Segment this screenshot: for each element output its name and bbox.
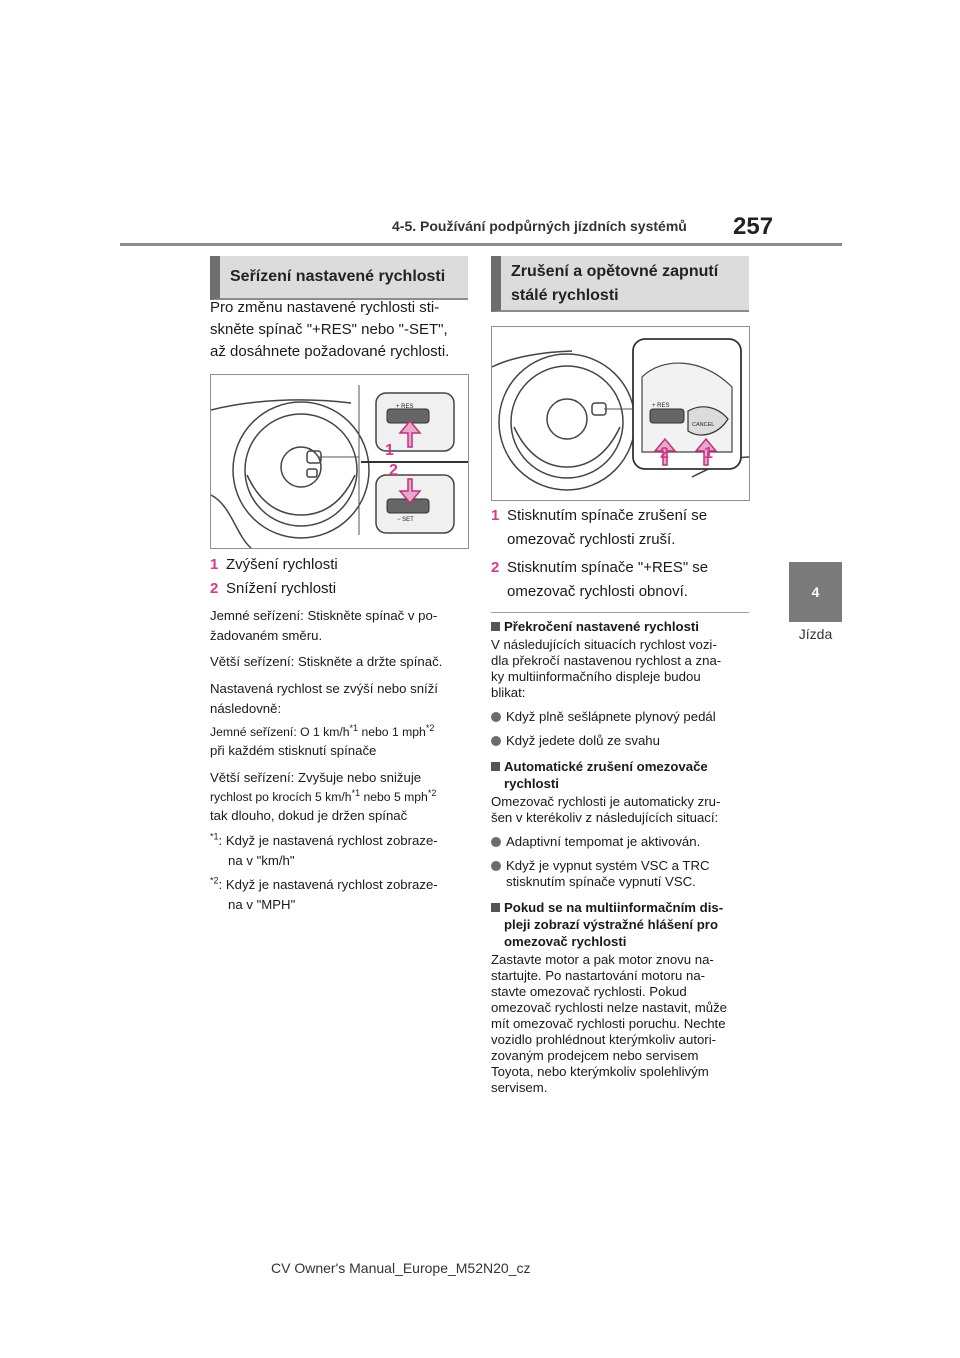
- square-bullet-icon: [491, 762, 500, 771]
- section-title: 4-5. Používání podpůrných jízdních systémů: [392, 218, 687, 234]
- page-number: 257: [733, 213, 774, 240]
- figure-steering-wheel-cancel: [491, 326, 750, 501]
- note-text: Zastavte motor a pak motor znovu na- startujte. Po nastartování motoru na- stavte omezovač rychlosti. Pokud omezovač rychlosti nelze nastavit, může mít omezovač rychlosti poruchu. Nechte vozidlo prohlédnout kterýmkoliv autori- zovaným prodejcem nebo servisem Toyota, nebo kterýmkoliv spolehlivým servisem.: [491, 952, 728, 1095]
- btn-cancel-label: CANCEL: [692, 422, 715, 428]
- note-heading-overspeed: Překročení nastavené rychlosti: [491, 618, 756, 635]
- change-paragraph: Nastavená rychlost se zvýší nebo sníží následovně:: [210, 681, 438, 716]
- header-divider: [120, 243, 842, 246]
- section-heading-cancel-resume: Zrušení a opětovné zapnutí stálé rychlosti: [491, 256, 749, 312]
- coarse-step-paragraph: Větší seřízení: Zvyšuje nebo snižuje rychlost po krocích 5 $km/h^{*1}$ nebo 5 mph$^{*2}$ tak dlouho, dokud je držen spínač: [210, 770, 437, 823]
- coarse-adjust-paragraph: Větší seřízení: Stiskněte a držte spínač.: [210, 654, 443, 669]
- list-item: Když je vypnut systém VSC a TRC stisknutím spínače vypnutí VSC.: [491, 858, 756, 890]
- list-item: 2 Stisknutím spínače "+RES" se omezovač rychlosti obnoví.: [491, 559, 709, 600]
- square-bullet-icon: [491, 622, 500, 631]
- steering-wheel-illustration: [211, 375, 468, 548]
- intro-paragraph: Pro změnu nastavené rychlosti sti- skněte spínač "+RES" nebo "-SET", až dosáhnete požadované rychlosti.: [210, 299, 450, 360]
- steering-wheel-illustration: [492, 327, 749, 500]
- callout-2: 2: [660, 445, 669, 462]
- callout-1: 1: [704, 445, 713, 462]
- list-item: 1 Stisknutím spínače zrušení se omezovač rychlosti zruší.: [491, 507, 708, 548]
- chapter-tab: 4: [789, 562, 842, 622]
- numbered-list-left: [210, 553, 475, 601]
- numbered-list-right: [491, 504, 756, 604]
- list-item: 2 Snížení rychlosti: [210, 580, 337, 597]
- btn-res-label: + RES: [652, 403, 670, 409]
- callout-2: 2: [389, 462, 398, 479]
- btn-set-label: − SET: [397, 517, 414, 523]
- bullet-icon: [491, 861, 501, 871]
- bullet-icon: [491, 712, 501, 722]
- note-heading-warning: Pokud se na multiinformačním dis- pleji zobrazí výstražné hlášení pro omezovač rychlosti: [491, 899, 756, 950]
- list-item: Adaptivní tempomat je aktivován.: [491, 834, 756, 850]
- bullet-icon: [491, 736, 501, 746]
- callout-1: 1: [385, 442, 394, 459]
- note-text: Omezovač rychlosti je automaticky zru- šen v kterékoliv z následujících situací:: [491, 794, 721, 825]
- list-item: 1 Zvýšení rychlosti: [210, 556, 338, 573]
- figure-steering-wheel-res-set: [210, 374, 469, 549]
- fine-step-paragraph: Jemné seřízení: O 1 $km/h^{*1}$ nebo 1 mph$^{*2}$ při každém stisknutí spínače: [210, 722, 435, 758]
- footnote-2: $^{*2}$: Když je nastavená rychlost zobraze- na v "MPH": [210, 875, 438, 912]
- fine-adjust-paragraph: Jemné seřízení: Stiskněte spínač v po- žadovaném směru.: [210, 608, 438, 643]
- footer-manual-id: CV Owner's Manual_Europe_M52N20_cz: [271, 1260, 531, 1276]
- btn-res-label: + RES: [396, 404, 414, 410]
- note-heading-auto-cancel: Automatické zrušení omezovače rychlosti: [491, 758, 756, 792]
- square-bullet-icon: [491, 903, 500, 912]
- note-text: V následujících situacích rychlost vozi- dla překročí nastavenou rychlost a zna- ky multiinformačního displeje budou blikat:: [491, 637, 722, 700]
- bullet-icon: [491, 837, 501, 847]
- chapter-label: Jízda: [798, 626, 833, 642]
- list-item: Když plně sešlápnete plynový pedál: [491, 709, 756, 725]
- notes-section: [491, 618, 756, 1096]
- footnote-1: $^{*1}$: Když je nastavená rychlost zobraze- na v "km/h": [210, 831, 438, 868]
- list-item: Když jedete dolů ze svahu: [491, 733, 756, 749]
- section-heading-adjust-speed: Seřízení nastavené rychlosti: [210, 256, 468, 300]
- notes-divider: [491, 612, 749, 613]
